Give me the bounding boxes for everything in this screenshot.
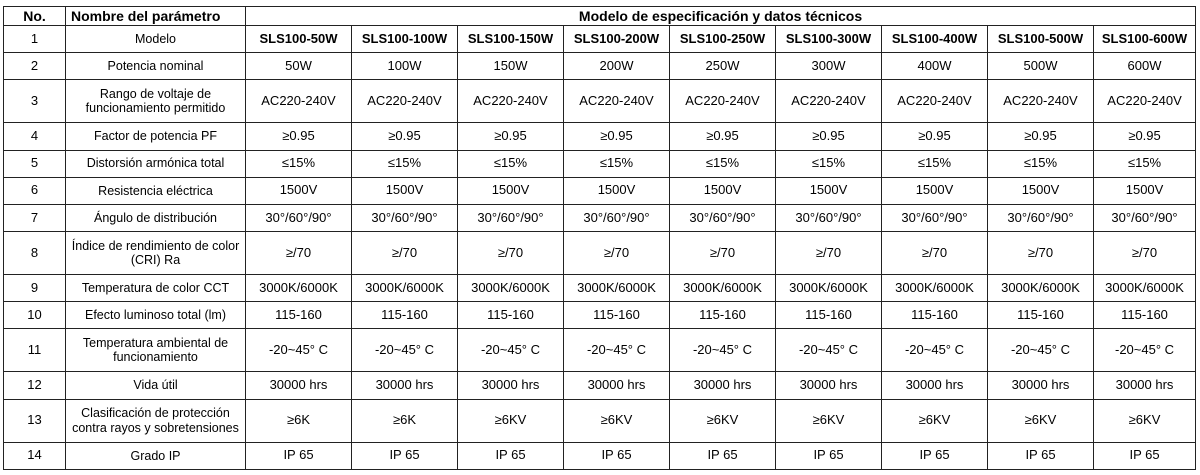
value-cell: 30°/60°/90°: [776, 204, 882, 231]
row-number: 11: [4, 329, 66, 372]
value-cell: ≤15%: [776, 150, 882, 177]
value-cell: 3000K/6000K: [352, 275, 458, 302]
value-cell: ≥6KV: [458, 399, 564, 442]
value-cell: ≥0.95: [458, 123, 564, 150]
value-cell: ≤15%: [988, 150, 1094, 177]
value-cell: AC220-240V: [564, 80, 670, 123]
value-cell: 1500V: [246, 177, 352, 204]
table-row: [4, 177, 1196, 204]
value-cell: 1500V: [458, 177, 564, 204]
value-cell: 1500V: [670, 177, 776, 204]
header-param: Nombre del parámetro: [66, 7, 246, 26]
value-cell: 115-160: [988, 302, 1094, 329]
value-cell: 30000 hrs: [458, 372, 564, 399]
value-cell: ≤15%: [352, 150, 458, 177]
value-cell: 3000K/6000K: [670, 275, 776, 302]
parameter-name: Ángulo de distribución: [66, 204, 246, 231]
value-cell: 600W: [1094, 53, 1196, 80]
value-cell: -20~45° C: [352, 329, 458, 372]
value-cell: 30°/60°/90°: [246, 204, 352, 231]
parameter-name: Modelo: [66, 26, 246, 53]
value-cell: 115-160: [776, 302, 882, 329]
value-cell: ≥/70: [882, 232, 988, 275]
value-cell: SLS100-150W: [458, 26, 564, 53]
value-cell: AC220-240V: [458, 80, 564, 123]
value-cell: IP 65: [882, 442, 988, 469]
value-cell: ≥/70: [352, 232, 458, 275]
table-row: [4, 372, 1196, 399]
value-cell: 30000 hrs: [246, 372, 352, 399]
value-cell: 400W: [882, 53, 988, 80]
value-cell: ≤15%: [882, 150, 988, 177]
value-cell: ≥/70: [458, 232, 564, 275]
value-cell: ≥0.95: [564, 123, 670, 150]
value-cell: AC220-240V: [352, 80, 458, 123]
value-cell: 150W: [458, 53, 564, 80]
value-cell: ≥/70: [670, 232, 776, 275]
row-number: 8: [4, 232, 66, 275]
value-cell: ≥0.95: [988, 123, 1094, 150]
table-row: [4, 275, 1196, 302]
row-number: 13: [4, 399, 66, 442]
value-cell: 115-160: [352, 302, 458, 329]
table-row: [4, 204, 1196, 231]
value-cell: AC220-240V: [670, 80, 776, 123]
parameter-name: Clasificación de protección contra rayos y sobretensiones: [66, 399, 246, 442]
value-cell: 3000K/6000K: [1094, 275, 1196, 302]
value-cell: ≥0.95: [776, 123, 882, 150]
value-cell: 30°/60°/90°: [352, 204, 458, 231]
row-number: 10: [4, 302, 66, 329]
table-row: [4, 53, 1196, 80]
value-cell: ≤15%: [246, 150, 352, 177]
table-row: [4, 399, 1196, 442]
table-row: [4, 26, 1196, 53]
value-cell: 300W: [776, 53, 882, 80]
value-cell: 30000 hrs: [988, 372, 1094, 399]
table-row: [4, 302, 1196, 329]
value-cell: SLS100-100W: [352, 26, 458, 53]
value-cell: 1500V: [882, 177, 988, 204]
parameter-name: Grado IP: [66, 442, 246, 469]
value-cell: IP 65: [352, 442, 458, 469]
value-cell: 1500V: [352, 177, 458, 204]
value-cell: SLS100-200W: [564, 26, 670, 53]
row-number: 12: [4, 372, 66, 399]
value-cell: 115-160: [458, 302, 564, 329]
value-cell: ≥0.95: [352, 123, 458, 150]
value-cell: 1500V: [776, 177, 882, 204]
value-cell: 30°/60°/90°: [882, 204, 988, 231]
value-cell: 500W: [988, 53, 1094, 80]
value-cell: -20~45° C: [776, 329, 882, 372]
row-number: 5: [4, 150, 66, 177]
value-cell: 115-160: [246, 302, 352, 329]
parameter-name: Índice de rendimiento de color (CRI) Ra: [66, 232, 246, 275]
value-cell: AC220-240V: [988, 80, 1094, 123]
value-cell: 115-160: [564, 302, 670, 329]
value-cell: -20~45° C: [882, 329, 988, 372]
row-number: 1: [4, 26, 66, 53]
value-cell: ≥/70: [246, 232, 352, 275]
value-cell: 115-160: [670, 302, 776, 329]
value-cell: ≥6K: [352, 399, 458, 442]
value-cell: -20~45° C: [564, 329, 670, 372]
value-cell: IP 65: [458, 442, 564, 469]
value-cell: SLS100-300W: [776, 26, 882, 53]
value-cell: 30°/60°/90°: [564, 204, 670, 231]
value-cell: 3000K/6000K: [988, 275, 1094, 302]
value-cell: 30°/60°/90°: [458, 204, 564, 231]
value-cell: 30000 hrs: [776, 372, 882, 399]
value-cell: 30°/60°/90°: [988, 204, 1094, 231]
value-cell: 30000 hrs: [882, 372, 988, 399]
value-cell: 50W: [246, 53, 352, 80]
value-cell: 30000 hrs: [1094, 372, 1196, 399]
value-cell: IP 65: [1094, 442, 1196, 469]
value-cell: AC220-240V: [246, 80, 352, 123]
value-cell: ≥6KV: [670, 399, 776, 442]
table-row: [4, 80, 1196, 123]
value-cell: 250W: [670, 53, 776, 80]
value-cell: ≥0.95: [1094, 123, 1196, 150]
parameter-name: Resistencia eléctrica: [66, 177, 246, 204]
value-cell: 100W: [352, 53, 458, 80]
value-cell: ≤15%: [1094, 150, 1196, 177]
parameter-name: Temperatura de color CCT: [66, 275, 246, 302]
value-cell: SLS100-600W: [1094, 26, 1196, 53]
row-number: 7: [4, 204, 66, 231]
header-no: No.: [4, 7, 66, 26]
row-number: 3: [4, 80, 66, 123]
table-row: [4, 442, 1196, 469]
value-cell: ≤15%: [670, 150, 776, 177]
value-cell: IP 65: [670, 442, 776, 469]
value-cell: -20~45° C: [458, 329, 564, 372]
parameter-name: Rango de voltaje de funcionamiento permitido: [66, 80, 246, 123]
value-cell: AC220-240V: [882, 80, 988, 123]
value-cell: SLS100-50W: [246, 26, 352, 53]
parameter-name: Temperatura ambiental de funcionamiento: [66, 329, 246, 372]
value-cell: 30°/60°/90°: [670, 204, 776, 231]
value-cell: -20~45° C: [246, 329, 352, 372]
value-cell: IP 65: [246, 442, 352, 469]
parameter-name: Efecto luminoso total (lm): [66, 302, 246, 329]
value-cell: 3000K/6000K: [564, 275, 670, 302]
value-cell: ≥/70: [1094, 232, 1196, 275]
table-row: [4, 232, 1196, 275]
header-row: [4, 7, 1196, 26]
row-number: 6: [4, 177, 66, 204]
value-cell: ≤15%: [458, 150, 564, 177]
row-number: 9: [4, 275, 66, 302]
value-cell: ≥6KV: [776, 399, 882, 442]
value-cell: ≥0.95: [670, 123, 776, 150]
value-cell: ≥6KV: [882, 399, 988, 442]
value-cell: 1500V: [988, 177, 1094, 204]
value-cell: 200W: [564, 53, 670, 80]
value-cell: 3000K/6000K: [776, 275, 882, 302]
value-cell: 1500V: [1094, 177, 1196, 204]
value-cell: -20~45° C: [1094, 329, 1196, 372]
value-cell: 30000 hrs: [670, 372, 776, 399]
value-cell: 115-160: [1094, 302, 1196, 329]
table-row: [4, 150, 1196, 177]
value-cell: 3000K/6000K: [882, 275, 988, 302]
parameter-name: Vida útil: [66, 372, 246, 399]
value-cell: ≥0.95: [246, 123, 352, 150]
value-cell: 115-160: [882, 302, 988, 329]
value-cell: ≥6KV: [564, 399, 670, 442]
value-cell: AC220-240V: [1094, 80, 1196, 123]
value-cell: ≤15%: [564, 150, 670, 177]
row-number: 14: [4, 442, 66, 469]
value-cell: 3000K/6000K: [458, 275, 564, 302]
value-cell: SLS100-500W: [988, 26, 1094, 53]
value-cell: SLS100-250W: [670, 26, 776, 53]
value-cell: IP 65: [564, 442, 670, 469]
value-cell: ≥/70: [988, 232, 1094, 275]
value-cell: ≥6KV: [1094, 399, 1196, 442]
value-cell: 30000 hrs: [352, 372, 458, 399]
table-row: [4, 123, 1196, 150]
value-cell: AC220-240V: [776, 80, 882, 123]
value-cell: 1500V: [564, 177, 670, 204]
row-number: 2: [4, 53, 66, 80]
value-cell: ≥/70: [776, 232, 882, 275]
spec-table: [3, 6, 1196, 470]
parameter-name: Potencia nominal: [66, 53, 246, 80]
table-row: [4, 329, 1196, 372]
table-body: [4, 26, 1196, 470]
row-number: 4: [4, 123, 66, 150]
value-cell: ≥0.95: [882, 123, 988, 150]
value-cell: ≥/70: [564, 232, 670, 275]
value-cell: SLS100-400W: [882, 26, 988, 53]
value-cell: 30°/60°/90°: [1094, 204, 1196, 231]
value-cell: ≥6KV: [988, 399, 1094, 442]
value-cell: 3000K/6000K: [246, 275, 352, 302]
value-cell: 30000 hrs: [564, 372, 670, 399]
value-cell: -20~45° C: [988, 329, 1094, 372]
parameter-name: Distorsión armónica total: [66, 150, 246, 177]
value-cell: IP 65: [776, 442, 882, 469]
value-cell: -20~45° C: [670, 329, 776, 372]
value-cell: IP 65: [988, 442, 1094, 469]
value-cell: ≥6K: [246, 399, 352, 442]
parameter-name: Factor de potencia PF: [66, 123, 246, 150]
header-spec-title: Modelo de especificación y datos técnicos: [246, 7, 1196, 26]
